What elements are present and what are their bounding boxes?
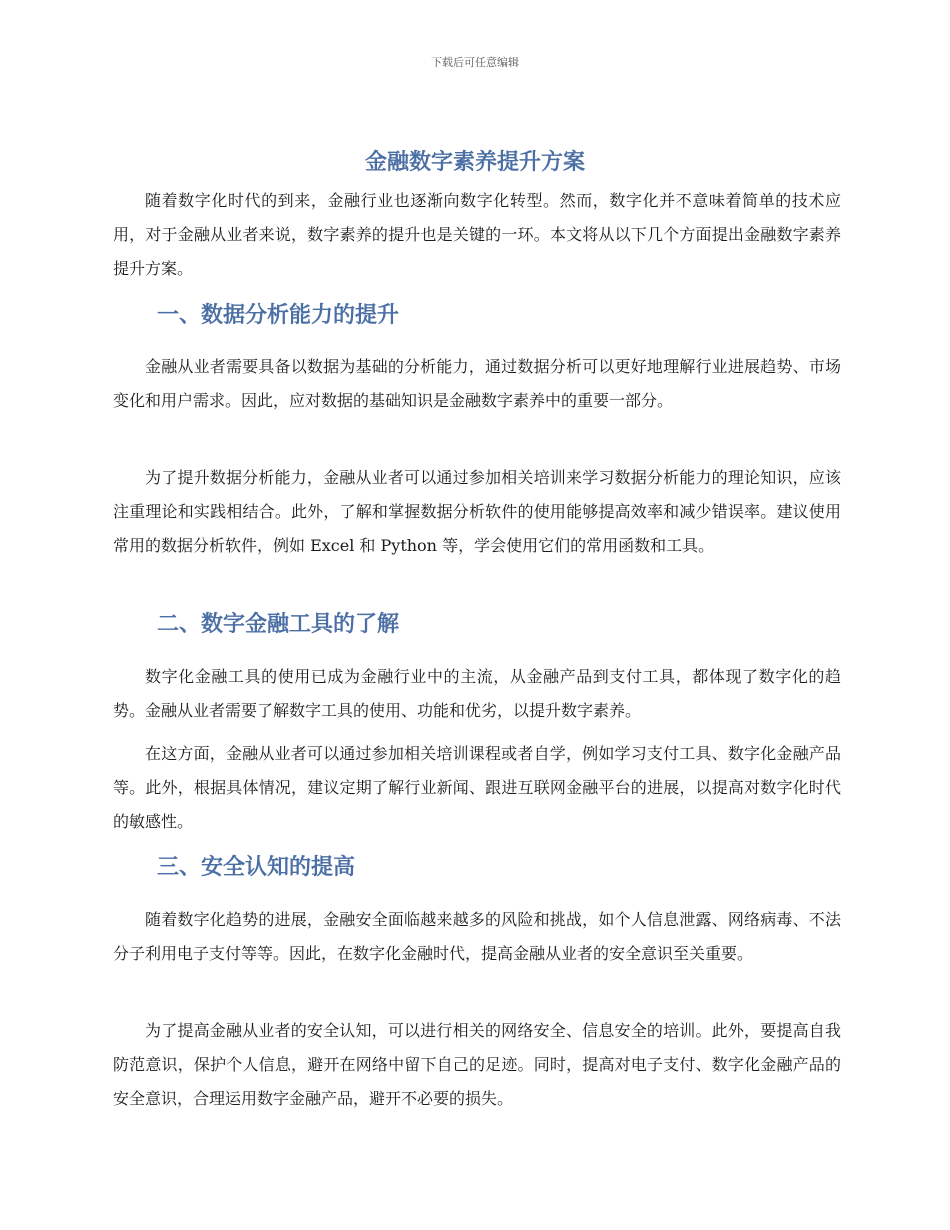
section-1-paragraph-1: 金融从业者需要具备以数据为基础的分析能力，通过数据分析可以更好地理解行业进展趋势、市场变化和用户需求。因此，应对数据的基础知识是金融数字素养中的重要一部分。 [113,357,841,410]
section-3-paragraph-1: 随着数字化趋势的进展，金融安全面临越来越多的风险和挑战，如个人信息泄露、网络病毒、不法分子利用电子支付等等。因此，在数字化金融时代，提高金融从业者的安全意识至关重要。 [113,910,841,963]
header-note: 下载后可任意编辑 [431,56,519,69]
intro-paragraph: 随着数字化时代的到来，金融行业也逐渐向数字化转型。然而，数字化并不意味着简单的技术应用，对于金融从业者来说，数字素养的提升也是关键的一环。本文将从以下几个方面提出金融数字素养提升方案。 [113,191,841,278]
section-3-heading: 三、安全认知的提高 [157,855,356,880]
section-1-heading: 一、数据分析能力的提升 [157,303,400,328]
section-2-paragraph-1: 数字化金融工具的使用已成为金融行业中的主流，从金融产品到支付工具，都体现了数字化的趋势。金融从业者需要了解数字工具的使用、功能和优劣，以提升数字素养。 [113,667,841,720]
section-3-paragraph-2: 为了提高金融从业者的安全认知，可以进行相关的网络安全、信息安全的培训。此外，要提高自我防范意识，保护个人信息，避开在网络中留下自己的足迹。同时，提高对电子支付、数字化金融产品的安全意识，合理运用数字金融产品，避开不必要的损失。 [113,1021,841,1108]
section-1-paragraph-2: 为了提升数据分析能力，金融从业者可以通过参加相关培训来学习数据分析能力的理论知识，应该注重理论和实践相结合。此外，了解和掌握数据分析软件的使用能够提高效率和减少错误率。建议使用常用的数据分析软件，例如 Excel 和 Python 等，学会使用它们的常用函数和工具。 [113,468,841,555]
document-title: 金融数字素养提升方案 [364,150,585,175]
section-2-paragraph-2: 在这方面，金融从业者可以通过参加相关培训课程或者自学，例如学习支付工具、数字化金融产品等。此外，根据具体情况，建议定期了解行业新闻、跟进互联网金融平台的进展，以提高对数字化时代的敏感性。 [113,744,841,831]
section-2-heading: 二、数字金融工具的了解 [157,612,400,637]
